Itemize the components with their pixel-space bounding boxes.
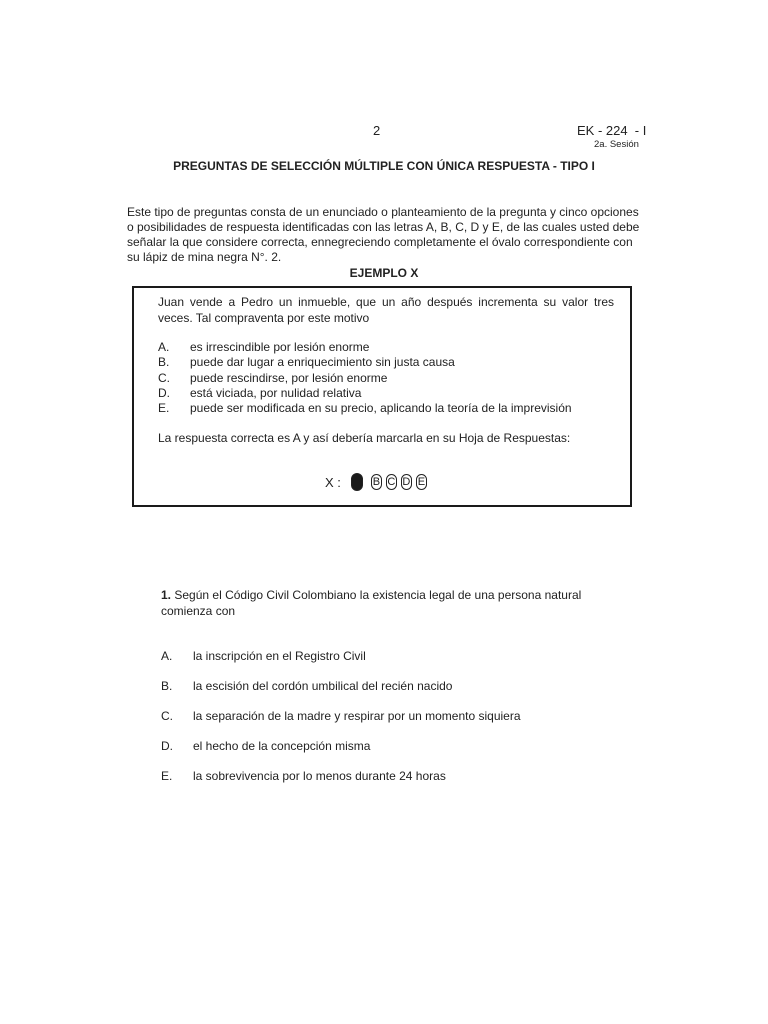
option-text: está viciada, por nulidad relativa xyxy=(190,385,362,400)
option-text: la escisión del cordón umbilical del recién nacido xyxy=(193,679,453,693)
instructions-line: su lápiz de mina negra N°. 2. xyxy=(127,250,282,264)
option-text: es irrescindible por lesión enorme xyxy=(190,340,370,354)
question-options xyxy=(161,649,521,799)
option-letter: E. xyxy=(161,769,173,783)
question-option-e xyxy=(161,769,521,799)
question-option-c xyxy=(161,709,521,739)
example-options xyxy=(158,340,572,416)
question-option-b xyxy=(161,679,521,709)
option-text: puede ser modificada en su precio, aplicando la teoría de la imprevisión xyxy=(190,401,572,416)
instructions-line: Este tipo de preguntas consta de un enunciado o planteamiento de la pregunta y cinco opciones xyxy=(127,205,639,219)
question-option-a xyxy=(161,649,521,679)
bubble-b: B xyxy=(371,474,382,490)
option-text: el hecho de la concepción misma xyxy=(193,739,371,753)
option-text: puede rescindirse, por lesión enorme xyxy=(190,370,388,385)
option-text: puede dar lugar a enriquecimiento sin justa causa xyxy=(190,355,455,370)
example-option-a xyxy=(158,340,572,355)
option-letter: B. xyxy=(158,355,170,370)
answer-label: X : xyxy=(325,474,341,490)
bubble-d: D xyxy=(401,474,412,490)
question-number: 1. xyxy=(161,588,172,602)
question-stem xyxy=(161,588,613,619)
option-letter: C. xyxy=(158,370,170,385)
example-option-d xyxy=(158,386,572,401)
bubble-a-filled xyxy=(351,473,363,491)
example-title: EJEMPLO X xyxy=(349,266,419,280)
page-number: 2 xyxy=(373,123,381,138)
option-letter: A. xyxy=(161,649,173,663)
option-letter: A. xyxy=(158,340,170,354)
bubble-e: E xyxy=(416,474,427,490)
option-text: la sobrevivencia por lo menos durante 24 horas xyxy=(193,769,446,783)
option-text: la separación de la madre y respirar por un momento siquiera xyxy=(193,709,521,723)
instructions-line: o posibilidades de respuesta identificadas con las letras A, B, C, D y E, de las cuales usted debe xyxy=(127,220,640,234)
question-option-d xyxy=(161,739,521,769)
option-letter: D. xyxy=(161,739,173,753)
bubble-c: C xyxy=(386,474,397,490)
option-letter: D. xyxy=(158,385,170,400)
option-letter: B. xyxy=(161,679,173,693)
option-letter: C. xyxy=(161,709,173,723)
example-option-b xyxy=(158,355,572,370)
example-option-c xyxy=(158,371,572,386)
instructions-line: señalar la que considere correcta, ennegreciendo completamente el óvalo correspondiente con xyxy=(127,235,633,249)
option-letter: E. xyxy=(158,401,170,416)
answer-bubble-row xyxy=(325,473,431,491)
example-stem: Juan vende a Pedro un inmueble, que un año después incrementa su valor tres veces. Tal compraventa por este motivo xyxy=(158,295,614,325)
example-option-e xyxy=(158,401,572,416)
example-note: La respuesta correcta es A y así debería marcarla en su Hoja de Respuestas: xyxy=(158,431,571,445)
option-text: la inscripción en el Registro Civil xyxy=(193,649,366,663)
session-label: 2a. Sesión xyxy=(594,139,639,150)
question-text: Según el Código Civil Colombiano la existencia legal de una persona natural comienza con xyxy=(161,588,582,618)
document-code: EK - 224 - I xyxy=(577,123,647,138)
section-title: PREGUNTAS DE SELECCIÓN MÚLTIPLE CON ÚNICA RESPUESTA - TIPO I xyxy=(173,159,595,173)
instructions-paragraph xyxy=(127,205,645,265)
